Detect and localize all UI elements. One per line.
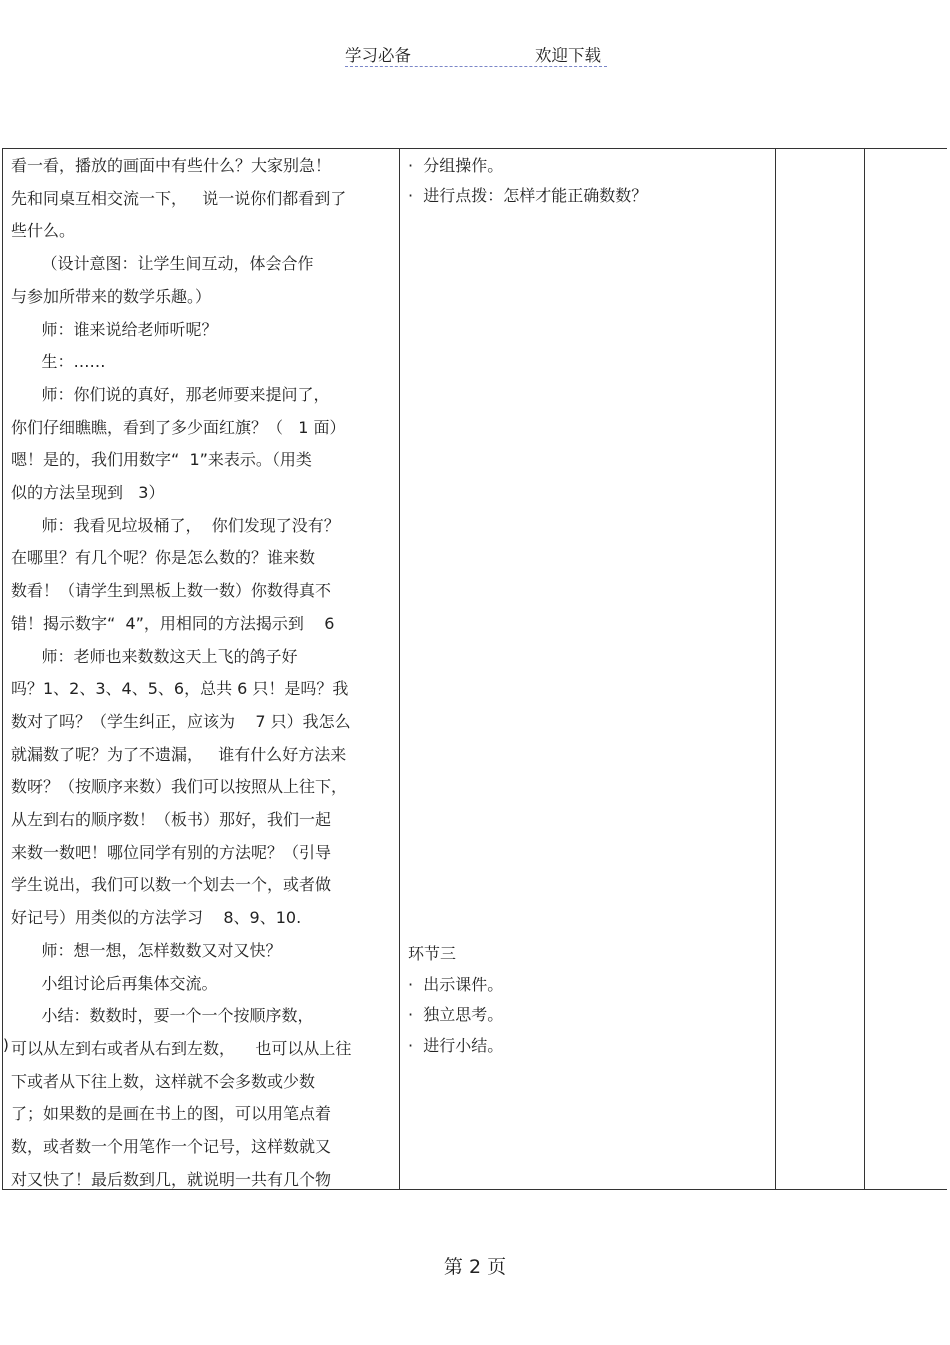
table-row bbox=[3, 149, 948, 1190]
header-left-text: 学习必备 bbox=[345, 46, 411, 65]
activity-cell bbox=[400, 149, 776, 1190]
text-line: 师：你们说的真好，那老师要来提问了， bbox=[11, 384, 330, 404]
text-line: 师：我看见垃圾桶了， 你们发现了没有？ bbox=[11, 515, 340, 535]
text-line: 与参加所带来的数学乐趣。） bbox=[11, 286, 212, 306]
activity-line: · 出示课件。 bbox=[408, 974, 504, 994]
text-line: 小组讨论后再集体交流。 bbox=[11, 973, 218, 993]
text-line: 数看！（请学生到黑板上数一数）你数得真不 bbox=[11, 581, 332, 601]
text-line: 好记号）用类似的方法学习 8、9、10. bbox=[11, 908, 302, 928]
teaching-process-cell bbox=[3, 149, 400, 1190]
text-line: 下或者从下往上数，这样就不会多数或少数 bbox=[11, 1071, 316, 1091]
text-line: 可以从左到右或者从右到左数， 也可以从上往 bbox=[11, 1038, 352, 1058]
text-line: 数呀？（按顺序来数）我们可以按照从上往下， bbox=[11, 777, 348, 797]
text-line: 先和同桌互相交流一下， 说一说你们都看到了 bbox=[11, 188, 347, 208]
text-line: 数对了吗？（学生纠正，应该为 7 只）我怎么 bbox=[11, 711, 351, 731]
text-line: 数，或者数一个用笔作一个记号，这样数就又 bbox=[11, 1137, 332, 1156]
activity-line: · 进行小结。 bbox=[408, 1035, 504, 1055]
text-line: 生：…… bbox=[11, 352, 106, 372]
text-line: 吗？1、2、3、4、5、6，总共 6 只！是吗？我 bbox=[11, 679, 349, 699]
stray-mark: ) bbox=[3, 1036, 9, 1054]
activity-line: 环节三 bbox=[408, 944, 457, 963]
text-line: （设计意图：让学生间互动，体会合作 bbox=[11, 254, 314, 274]
text-line: 来数一数吧！哪位同学有别的方法呢？（引导 bbox=[11, 842, 332, 862]
activity-line: · 独立思考。 bbox=[408, 1005, 504, 1024]
text-line: 你们仔细瞧瞧，看到了多少面红旗？（ 1 面） bbox=[11, 417, 346, 437]
lesson-table bbox=[2, 148, 947, 1190]
header-right-text: 欢迎下载 bbox=[535, 46, 601, 65]
text-line: 师：想一想，怎样数数又对又快？ bbox=[11, 940, 282, 960]
text-line: 师：谁来说给老师听呢？ bbox=[11, 319, 218, 339]
text-line: 从左到右的顺序数！（板书）那好，我们一起 bbox=[11, 810, 332, 829]
empty-cell-3 bbox=[776, 149, 865, 1190]
text-line: 在哪里？有几个呢？你是怎么数的？谁来数 bbox=[11, 548, 316, 568]
teaching-process-text bbox=[3, 149, 399, 1189]
text-line: 学生说出，我们可以数一个划去一个，或者做 bbox=[11, 875, 332, 895]
text-line: 错！揭示数字“ 4”，用相同的方法揭示到 6 bbox=[11, 613, 335, 633]
text-line: 似的方法呈现到 3） bbox=[11, 483, 165, 502]
activity-line: · 进行点拨：怎样才能正确数数？ bbox=[408, 186, 648, 205]
text-line: 了；如果数的是画在书上的图，可以用笔点着 bbox=[11, 1104, 332, 1124]
text-line: 些什么。 bbox=[11, 221, 76, 241]
text-line: 嗯！是的，我们用数字“ 1”来表示。（用类 bbox=[11, 450, 312, 470]
text-line: 小结：数数时，要一个一个按顺序数， bbox=[11, 1006, 314, 1026]
activity-text bbox=[400, 149, 775, 1189]
text-line: 就漏数了呢？为了不遗漏， 谁有什么好方法来 bbox=[11, 744, 347, 764]
text-line: 师：老师也来数数这天上飞的鸽子好 bbox=[11, 646, 298, 666]
text-line: 看一看，播放的画面中有些什么？大家别急！ bbox=[11, 156, 332, 175]
text-line: 对又快了！最后数到几，就说明一共有几个物 bbox=[11, 1169, 332, 1189]
page-header bbox=[345, 42, 607, 67]
page-number: 第 2 页 bbox=[443, 1256, 507, 1278]
empty-cell-4 bbox=[865, 149, 948, 1190]
activity-line: · 分组操作。 bbox=[408, 156, 504, 175]
